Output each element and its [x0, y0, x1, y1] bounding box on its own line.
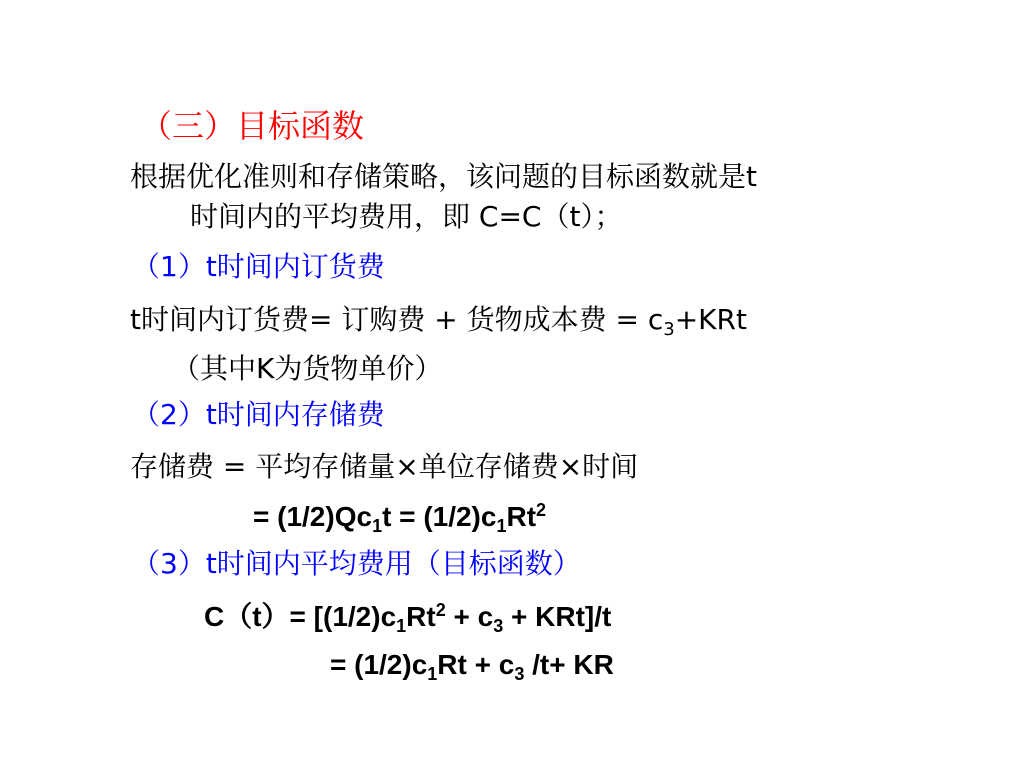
part3-formula-line1 [204, 600, 611, 637]
part3-formula-line1-a: C（t）= [(1/2)c [204, 601, 397, 632]
part3-formula-line2-c: /t+ KR [524, 649, 614, 680]
part1-heading: （1）t时间内订货费 [132, 250, 385, 283]
part2-formula-line2-sup: 2 [536, 500, 547, 520]
part2-formula-line1: 存储费 = 平均存储量×单位存储费×时间 [130, 450, 639, 483]
part3-formula-line1-sup: 2 [435, 600, 446, 620]
part3-formula-line2 [330, 648, 614, 685]
part2-heading: （2）t时间内存储费 [132, 398, 385, 431]
part1-formula-sub: 3 [663, 319, 675, 340]
part2-formula-line2-sub1: 1 [372, 516, 383, 536]
intro-line-1: 根据优化准则和存储策略，该问题的目标函数就是t [130, 160, 757, 193]
part3-formula-line2-b: Rt + c [437, 649, 515, 680]
part3-formula-line2-sub2: 3 [514, 664, 525, 684]
part3-formula-line2-sub1: 1 [427, 664, 438, 684]
part1-formula [130, 303, 747, 341]
part3-formula-line2-a: = (1/2)c [330, 649, 428, 680]
part2-formula-line2-b: t = (1/2)c [382, 501, 497, 532]
part1-note: （其中K为货物单价） [172, 352, 443, 385]
section-title: （三）目标函数 [140, 107, 365, 145]
intro-line-2: 时间内的平均费用，即 C=C（t）； [190, 200, 623, 233]
part3-formula-line1-sub1: 1 [396, 616, 407, 636]
part2-formula-line2-c: Rt [506, 501, 537, 532]
part1-formula-prefix: t时间内订货费= 订购费 + 货物成本费 = c [130, 303, 664, 336]
part3-formula-line1-sub2: 3 [493, 616, 504, 636]
part2-formula-line2-a: = (1/2)Qc [253, 501, 373, 532]
part2-formula-line2-sub2: 1 [496, 516, 507, 536]
part3-formula-line1-c: + c [445, 601, 494, 632]
part3-formula-line1-d: + KRt]/t [503, 601, 612, 632]
part2-formula-line2 [253, 500, 546, 537]
part3-formula-line1-b: Rt [406, 601, 436, 632]
part3-heading: （3）t时间内平均费用（目标函数） [132, 547, 581, 580]
part1-formula-suffix: +KRt [674, 303, 747, 336]
